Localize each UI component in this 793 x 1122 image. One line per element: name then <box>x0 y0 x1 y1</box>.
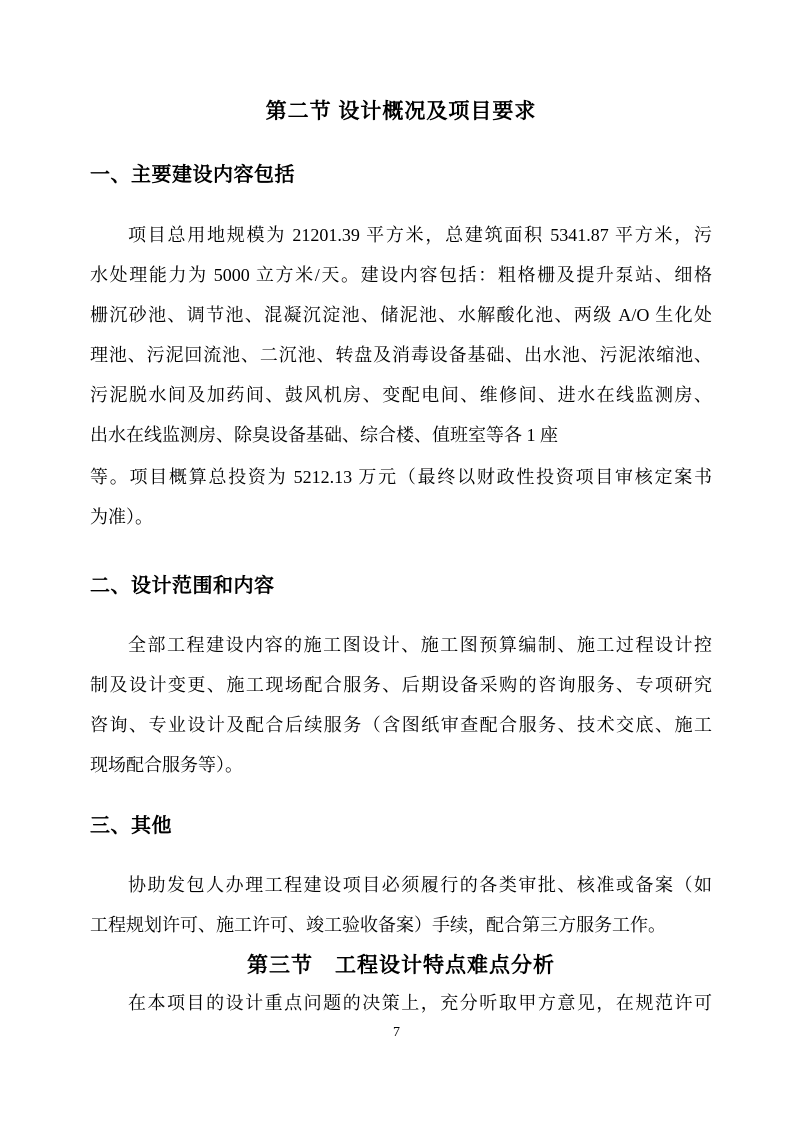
paragraph-line: 现场配合服务等）。 <box>90 755 243 775</box>
paragraph-line: 制及设计变更、施工现场配合服务、后期设备采购的咨询服务、专项研究 <box>90 675 712 695</box>
paragraph-design-difficulty-intro <box>90 983 712 1023</box>
paragraph-line: 等。项目概算总投资为 5212.13 万元（最终以财政性投资项目审核定案书 <box>90 467 712 487</box>
section-title-2: 第二节 设计概况及项目要求 <box>265 100 537 123</box>
paragraph-line: 咨询、专业设计及配合后续服务（含图纸审查配合服务、技术交底、施工 <box>90 715 712 735</box>
paragraph-line: 水处理能力为 5000 立方米/天。建设内容包括：粗格栅及提升泵站、细格 <box>90 265 712 285</box>
paragraph-line: 协助发包人办理工程建设项目必须履行的各类审批、核准或备案（如 <box>128 875 712 895</box>
paragraph-design-scope <box>90 625 712 785</box>
paragraph-line: 项目总用地规模为 21201.39 平方米，总建筑面积 5341.87 平方米，污 <box>128 225 712 245</box>
section-title-3: 第三节 工程设计特点难点分析 <box>247 954 555 977</box>
heading-others: 三、其他 <box>90 815 172 837</box>
paragraph-line: 全部工程建设内容的施工图设计、施工图预算编制、施工过程设计控 <box>128 635 712 655</box>
paragraph-line: 为准）。 <box>90 507 153 527</box>
heading-design-scope: 二、设计范围和内容 <box>90 575 275 597</box>
paragraph-line: 理池、污泥回流池、二沉池、转盘及消毒设备基础、出水池、污泥浓缩池、 <box>90 345 712 365</box>
paragraph-line: 污泥脱水间及加药间、鼓风机房、变配电间、维修间、进水在线监测房、 <box>90 385 712 405</box>
paragraph-line: 在本项目的设计重点问题的决策上，充分听取甲方意见，在规范许可 <box>128 993 712 1013</box>
heading-main-construction-content: 一、主要建设内容包括 <box>90 164 295 186</box>
paragraph-line: 出水在线监测房、除臭设备基础、综合楼、值班室等各 1 座 <box>90 425 558 445</box>
paragraph-total-investment <box>90 457 712 537</box>
paragraph-line: 栅沉砂池、调节池、混凝沉淀池、储泥池、水解酸化池、两级 A/O 生化处 <box>90 305 712 325</box>
page-number: 7 <box>393 1025 400 1040</box>
paragraph-others <box>90 865 712 945</box>
paragraph-construction-content <box>90 215 712 455</box>
paragraph-line: 工程规划许可、施工许可、竣工验收备案）手续，配合第三方服务工作。 <box>90 915 666 935</box>
